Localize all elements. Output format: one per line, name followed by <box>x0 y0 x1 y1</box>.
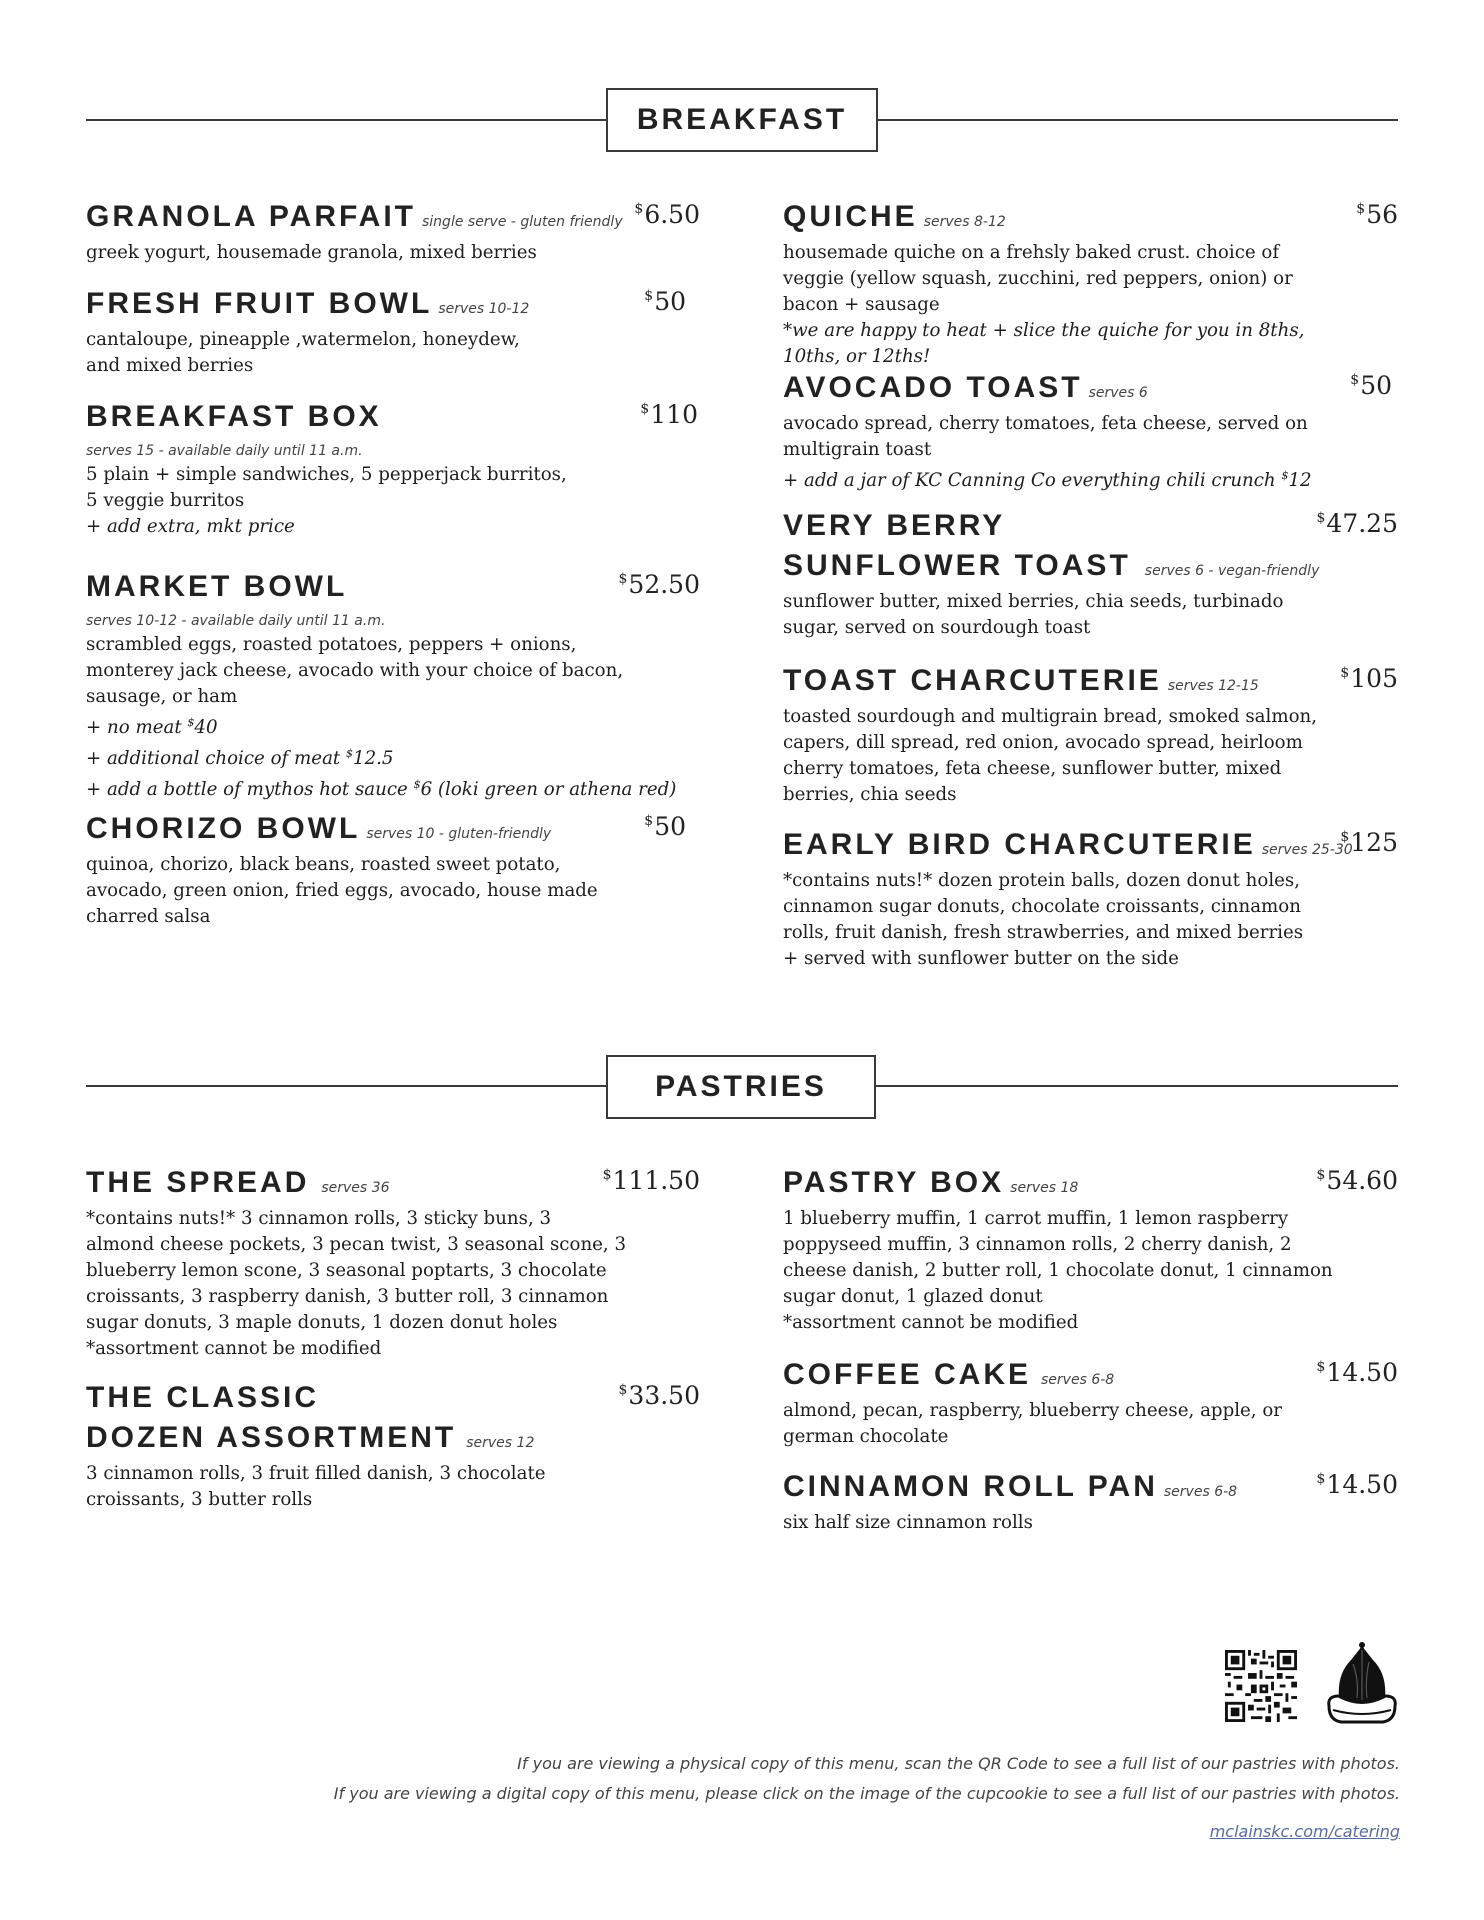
item-price: $105 <box>1340 664 1398 693</box>
item-title: EARLY BIRD CHARCUTERIE serves 25-30 <box>783 828 1353 861</box>
item-serves: serves 12 <box>466 1435 535 1451</box>
item-title: DOZEN ASSORTMENT serves 12 <box>86 1421 535 1454</box>
breakfast-header-rule-right <box>878 119 1398 121</box>
pastries-header-rule-left <box>86 1085 606 1087</box>
item-price: $50 <box>644 287 686 316</box>
menu-item-quiche <box>783 200 1398 370</box>
item-note: + add a jar of KC Canning Co everything chili crunch $12 <box>783 469 1312 492</box>
menu-item-the-spread <box>86 1166 700 1362</box>
item-price: $54.60 <box>1316 1166 1398 1195</box>
item-serves: single serve - gluten friendly <box>422 214 623 230</box>
menu-item-early-bird-charcuterie <box>783 828 1398 972</box>
item-title: GRANOLA PARFAIT single serve - gluten friendly <box>86 200 623 233</box>
item-description: 3 cinnamon rolls, 3 fruit filled danish, 3 chocolate croissants, 3 butter rolls <box>86 1463 546 1510</box>
menu-item-classic-dozen-assortment <box>86 1381 700 1513</box>
item-price: $110 <box>640 400 698 429</box>
item-title: CINNAMON ROLL PAN serves 6-8 <box>783 1470 1238 1503</box>
item-price: $50 <box>644 812 686 841</box>
item-title: THE CLASSIC <box>86 1381 320 1414</box>
item-serves: serves 36 <box>321 1180 390 1196</box>
item-description: avocado spread, cherry tomatoes, feta cheese, served on multigrain toast <box>783 413 1308 460</box>
menu-item-chorizo-bowl <box>86 812 700 930</box>
footer-physical-copy-note: If you are viewing a physical copy of this menu, scan the QR Code to see a full list of our pastries with photos. <box>517 1754 1400 1773</box>
item-title: PASTRY BOX serves 18 <box>783 1166 1079 1199</box>
item-title: SUNFLOWER TOAST serves 6 - vegan-friendly <box>783 549 1320 582</box>
item-serves: serves 18 <box>1010 1180 1079 1196</box>
item-serves: serves 6 <box>1088 385 1148 401</box>
menu-item-cinnamon-roll-pan <box>783 1470 1398 1536</box>
menu-item-toast-charcuterie <box>783 664 1398 808</box>
item-description: quinoa, chorizo, black beans, roasted sweet potato, avocado, green onion, fried eggs, avocado, house made charred salsa <box>86 854 598 927</box>
item-description: 5 plain + simple sandwiches, 5 pepperjack burritos, 5 veggie burritos <box>86 464 567 511</box>
menu-item-coffee-cake <box>783 1358 1398 1450</box>
menu-item-fresh-fruit-bowl <box>86 287 700 379</box>
item-note: + add a bottle of mythos hot sauce $6 (loki green or athena red) <box>86 778 677 801</box>
item-description: six half size cinnamon rolls <box>783 1512 1033 1533</box>
breakfast-header-rule-left <box>86 119 606 121</box>
item-price: $14.50 <box>1316 1470 1398 1499</box>
item-description: 1 blueberry muffin, 1 carrot muffin, 1 lemon raspberry poppyseed muffin, 3 cinnamon rolls, 2 cherry danish, 2 cheese danish, 2 butter roll, 1 chocolate donut, 1 cinnamon sugar donut, 1 glazed donut *assortment cannot be modified <box>783 1208 1333 1333</box>
item-price: $14.50 <box>1316 1358 1398 1387</box>
item-price: $56 <box>1356 200 1398 229</box>
menu-item-avocado-toast <box>783 371 1398 494</box>
menu-item-granola-parfait <box>86 200 700 266</box>
item-note: *we are happy to heat + slice the quiche for you in 8ths, 10ths, or 12ths! <box>783 320 1305 367</box>
item-description: scrambled eggs, roasted potatoes, peppers + onions, monterey jack cheese, avocado with your choice of bacon, sausage, or ham <box>86 634 624 707</box>
item-price: $52.50 <box>618 570 700 599</box>
item-serves: serves 10 - gluten-friendly <box>366 826 552 842</box>
item-price: $33.50 <box>618 1381 700 1410</box>
item-serves: serves 6-8 <box>1041 1372 1115 1388</box>
item-note: + no meat $40 <box>86 716 218 739</box>
item-title: MARKET BOWL <box>86 570 348 603</box>
item-description: *contains nuts!* dozen protein balls, dozen donut holes, cinnamon sugar donuts, chocolate croissants, cinnamon rolls, fruit danish, fresh strawberries, and mixed berries + served with sunflower butter on the side <box>783 870 1304 969</box>
pastries-section-header: PASTRIES <box>606 1055 876 1119</box>
item-title: TOAST CHARCUTERIE serves 12-15 <box>783 664 1259 697</box>
item-description: cantaloupe, pineapple ,watermelon, honeydew, and mixed berries <box>86 329 520 376</box>
item-description: housemade quiche on a frehsly baked crust. choice of veggie (yellow squash, zucchini, red peppers, onion) or bacon + sausage <box>783 242 1293 315</box>
catering-link[interactable]: mclainskc.com/catering <box>1209 1822 1400 1841</box>
qr-code-icon[interactable] <box>1225 1650 1297 1722</box>
cupcookie-icon[interactable] <box>1323 1640 1401 1726</box>
item-serves: serves 6 - vegan-friendly <box>1144 563 1320 579</box>
item-price: $47.25 <box>1316 509 1398 538</box>
item-title: FRESH FRUIT BOWL serves 10-12 <box>86 287 530 320</box>
item-serves: serves 10-12 - available daily until 11 a.m. <box>86 613 386 629</box>
footer-digital-copy-note: If you are viewing a digital copy of this menu, please click on the image of the cupcookie to see a full list of our pastries with photos. <box>333 1784 1400 1803</box>
item-serves: serves 10-12 <box>438 301 530 317</box>
item-note: + add extra, mkt price <box>86 516 295 537</box>
item-serves: serves 12-15 <box>1167 678 1259 694</box>
item-price: $125 <box>1340 828 1398 857</box>
item-price: $111.50 <box>602 1166 700 1195</box>
item-serves: serves 6-8 <box>1163 1484 1238 1500</box>
menu-item-very-berry-sunflower-toast <box>783 509 1398 641</box>
item-title: AVOCADO TOAST serves 6 <box>783 371 1148 404</box>
item-serves: serves 25-30 <box>1261 842 1353 858</box>
item-title: THE SPREAD serves 36 <box>86 1166 390 1199</box>
item-description: greek yogurt, housemade granola, mixed berries <box>86 242 537 263</box>
item-note: + additional choice of meat $12.5 <box>86 747 394 770</box>
breakfast-section-header: BREAKFAST <box>606 88 878 152</box>
menu-item-pastry-box <box>783 1166 1398 1336</box>
pastries-header-rule-right <box>876 1085 1398 1087</box>
menu-item-breakfast-box <box>86 400 700 540</box>
item-title: BREAKFAST BOX <box>86 400 382 433</box>
item-description: *contains nuts!* 3 cinnamon rolls, 3 sticky buns, 3 almond cheese pockets, 3 pecan twist, 3 seasonal scone, 3 blueberry lemon scone, 3 seasonal poptarts, 3 chocolate croissants, 3 raspberry danish, 3 butter roll, 3 cinnamon sugar donuts, 3 maple donuts, 1 dozen donut holes *assortment cannot be modified <box>86 1208 627 1359</box>
item-serves: serves 8-12 <box>923 214 1006 230</box>
item-description: toasted sourdough and multigrain bread, smoked salmon, capers, dill spread, red onion, avocado spread, heirloom cherry tomatoes, feta cheese, sunflower butter, mixed berries, chia seeds <box>783 706 1318 805</box>
item-price: $6.50 <box>634 200 700 229</box>
item-title: CHORIZO BOWL serves 10 - gluten-friendly <box>86 812 552 845</box>
item-price: $50 <box>1350 371 1392 400</box>
item-title: VERY BERRY <box>783 509 1006 542</box>
item-title: QUICHE serves 8-12 <box>783 200 1006 233</box>
item-description: almond, pecan, raspberry, blueberry cheese, apple, or german chocolate <box>783 1400 1283 1447</box>
item-serves: serves 15 - available daily until 11 a.m. <box>86 443 363 459</box>
menu-item-market-bowl <box>86 570 700 803</box>
item-description: sunflower butter, mixed berries, chia seeds, turbinado sugar, served on sourdough toast <box>783 591 1284 638</box>
item-title: COFFEE CAKE serves 6-8 <box>783 1358 1115 1391</box>
